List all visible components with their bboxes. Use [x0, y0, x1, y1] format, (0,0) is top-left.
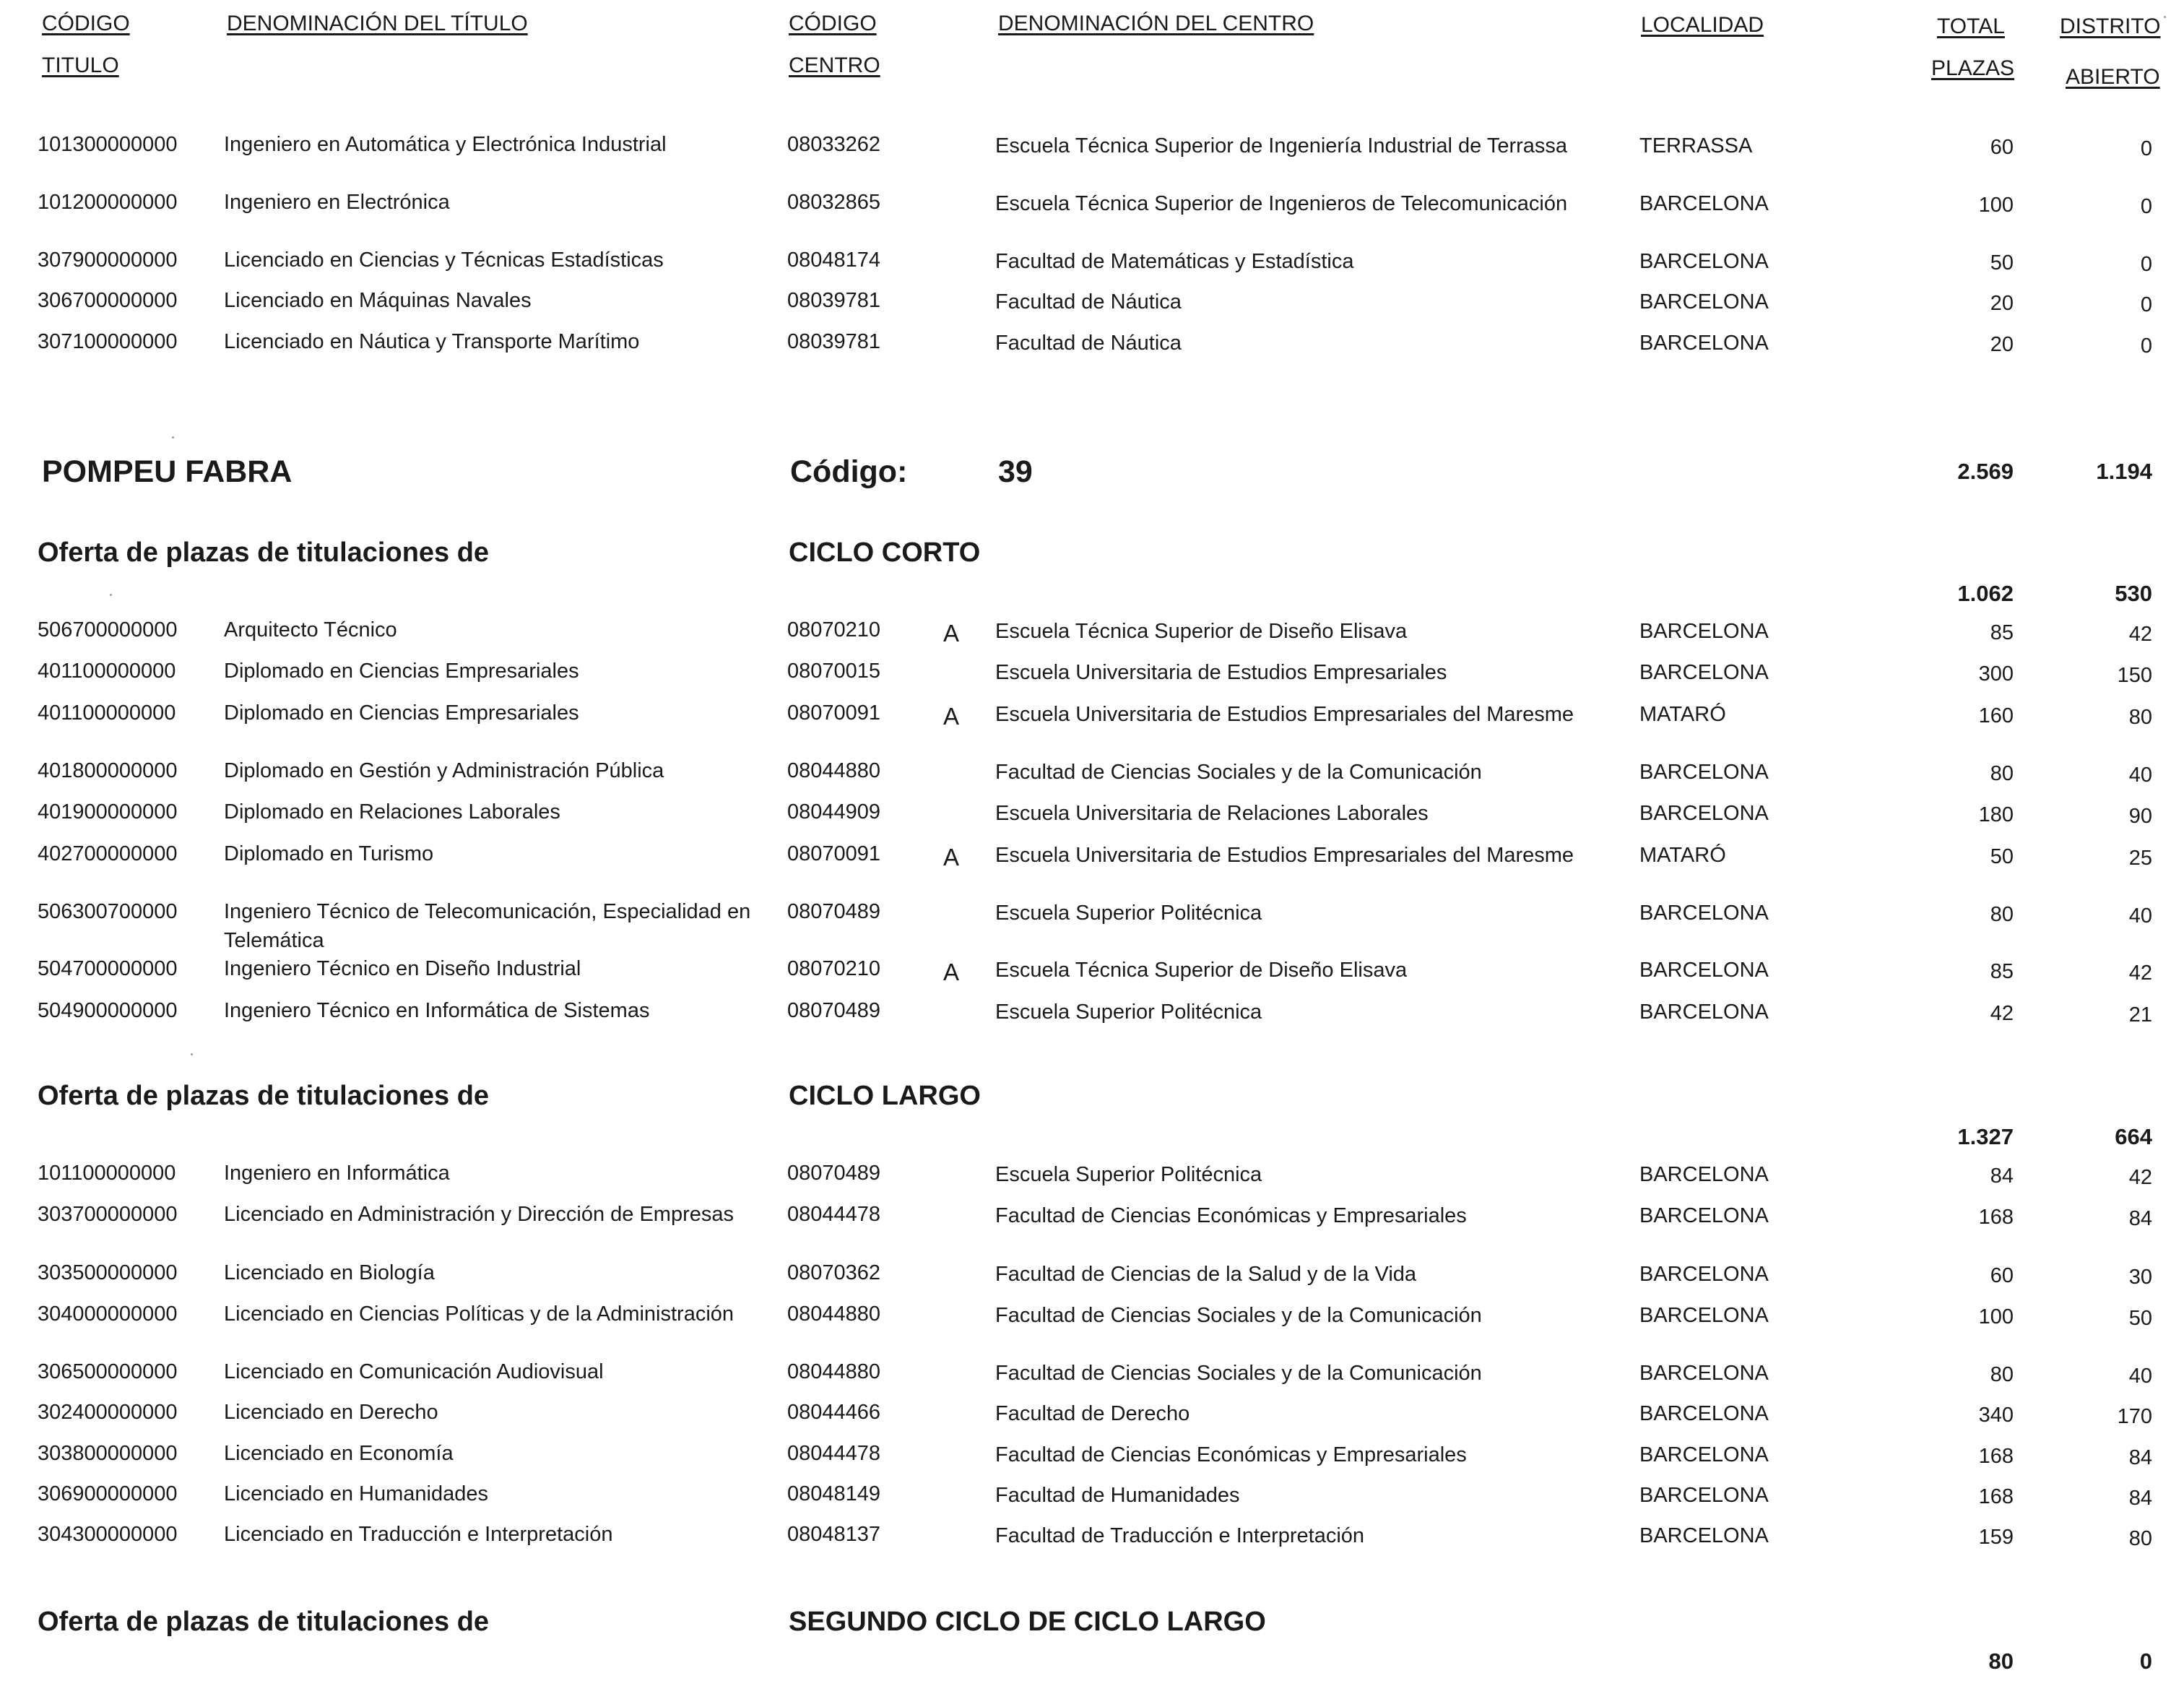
section-total-plazas: 80: [1988, 1648, 2014, 1674]
row-localidad: BARCELONA: [1639, 1263, 1769, 1286]
header-denominacion-centro: DENOMINACIÓN DEL CENTRO: [998, 12, 1314, 35]
row-localidad: MATARÓ: [1639, 703, 1726, 726]
header-codigo-titulo-2: TITULO: [42, 53, 119, 77]
row-localidad: MATARÓ: [1639, 844, 1726, 867]
row-codigo-centro: 08048137: [787, 1523, 881, 1546]
section-total-plazas: 1.062: [1957, 581, 2014, 606]
row-codigo-centro: 08039781: [787, 330, 881, 353]
university-code-label: Código:: [790, 454, 908, 489]
row-denominacion-centro: Facultad de Ciencias Sociales y de la Comunicación: [995, 761, 1482, 784]
row-localidad: BARCELONA: [1639, 1402, 1769, 1425]
row-codigo-centro: 08070091: [787, 701, 881, 725]
row-distrito-abierto: 0: [2140, 253, 2152, 276]
row-total-plazas: 85: [1990, 621, 2014, 644]
row-denominacion-titulo: Licenciado en Ciencias y Técnicas Estadísticas: [224, 249, 664, 272]
row-codigo-centro: 08044880: [787, 1360, 881, 1383]
row-denominacion-centro: Escuela Superior Politécnica: [995, 1163, 1262, 1186]
university-code: 39: [998, 454, 1033, 489]
row-codigo-titulo: 302400000000: [38, 1401, 178, 1424]
row-total-plazas: 160: [1978, 704, 2014, 727]
row-distrito-abierto: 84: [2128, 1487, 2152, 1510]
row-denominacion-titulo: Licenciado en Administración y Dirección de Empresas: [224, 1203, 734, 1226]
scan-speck: [2164, 16, 2166, 18]
row-denominacion-centro: Facultad de Ciencias Sociales y de la Comunicación: [995, 1362, 1482, 1385]
row-denominacion-centro: Facultad de Ciencias de la Salud y de la Vida: [995, 1263, 1417, 1286]
row-codigo-titulo: 307100000000: [38, 330, 178, 353]
row-denominacion-titulo: Diplomado en Turismo: [224, 842, 434, 865]
row-denominacion-titulo: Licenciado en Náutica y Transporte Marítimo: [224, 330, 640, 353]
header-total-plazas: TOTAL: [1937, 14, 2005, 38]
row-denominacion-titulo: Licenciado en Economía: [224, 1442, 454, 1465]
row-distrito-abierto: 150: [2117, 664, 2152, 687]
row-flag: A: [943, 959, 960, 985]
row-denominacion-centro: Escuela Técnica Superior de Ingenieros de Telecomunicación: [995, 192, 1568, 215]
row-distrito-abierto: 84: [2128, 1207, 2152, 1230]
row-codigo-titulo: 303800000000: [38, 1442, 178, 1465]
header-total-plazas-2: PLAZAS: [1931, 56, 2015, 80]
row-denominacion-titulo: Ingeniero en Electrónica: [224, 191, 450, 214]
row-codigo-titulo: 401100000000: [38, 701, 176, 725]
row-flag: A: [943, 620, 960, 647]
row-total-plazas: 100: [1978, 1305, 2014, 1328]
row-codigo-centro: 08070210: [787, 618, 881, 641]
university-distrito-abierto: 1.194: [2096, 459, 2152, 484]
row-distrito-abierto: 0: [2140, 293, 2152, 316]
row-denominacion-centro: Facultad de Matemáticas y Estadística: [995, 250, 1354, 273]
row-denominacion-centro: Facultad de Ciencias Sociales y de la Comunicación: [995, 1304, 1482, 1327]
row-localidad: BARCELONA: [1639, 192, 1769, 215]
row-localidad: BARCELONA: [1639, 661, 1769, 684]
row-denominacion-titulo: Licenciado en Ciencias Políticas y de la Administración: [224, 1302, 734, 1326]
row-codigo-titulo: 506700000000: [38, 618, 178, 641]
row-distrito-abierto: 0: [2140, 137, 2152, 160]
row-codigo-centro: 08070489: [787, 999, 881, 1022]
row-distrito-abierto: 30: [2128, 1266, 2152, 1289]
row-codigo-centro: 08070210: [787, 957, 881, 980]
row-total-plazas: 80: [1990, 762, 2014, 785]
row-codigo-centro: 08070091: [787, 842, 881, 865]
row-denominacion-centro: Escuela Técnica Superior de Ingeniería Industrial de Terrassa: [995, 134, 1568, 157]
university-name: POMPEU FABRA: [42, 454, 292, 489]
row-codigo-titulo: 506300700000: [38, 900, 178, 923]
row-total-plazas: 168: [1978, 1445, 2014, 1468]
row-codigo-titulo: 304300000000: [38, 1523, 178, 1546]
row-distrito-abierto: 0: [2140, 334, 2152, 358]
row-denominacion-centro: Facultad de Derecho: [995, 1402, 1190, 1425]
row-localidad: BARCELONA: [1639, 1204, 1769, 1227]
row-total-plazas: 20: [1990, 333, 2014, 356]
row-codigo-centro: 08044466: [787, 1401, 881, 1424]
row-localidad: BARCELONA: [1639, 620, 1769, 643]
row-total-plazas: 300: [1978, 662, 2014, 686]
row-total-plazas: 100: [1978, 194, 2014, 217]
row-denominacion-centro: Escuela Técnica Superior de Diseño Elisava: [995, 620, 1408, 643]
section-distrito-abierto: 530: [2115, 581, 2152, 606]
row-total-plazas: 159: [1978, 1526, 2014, 1549]
row-codigo-titulo: 101200000000: [38, 191, 178, 214]
row-distrito-abierto: 25: [2128, 847, 2152, 870]
row-codigo-centro: 08032865: [787, 191, 881, 214]
row-distrito-abierto: 40: [2128, 1365, 2152, 1388]
row-codigo-centro: 08070015: [787, 660, 881, 683]
section-total-plazas: 1.327: [1957, 1124, 2014, 1149]
row-total-plazas: 85: [1990, 960, 2014, 983]
row-total-plazas: 80: [1990, 903, 2014, 926]
row-distrito-abierto: 42: [2128, 623, 2152, 646]
row-distrito-abierto: 42: [2128, 961, 2152, 985]
scan-speck: [191, 1053, 193, 1055]
row-codigo-titulo: 306500000000: [38, 1360, 178, 1383]
row-localidad: BARCELONA: [1639, 1001, 1769, 1024]
row-denominacion-titulo: Licenciado en Traducción e Interpretación: [224, 1523, 613, 1546]
row-denominacion-centro: Facultad de Náutica: [995, 290, 1182, 314]
row-distrito-abierto: 42: [2128, 1166, 2152, 1189]
row-localidad: BARCELONA: [1639, 1484, 1769, 1507]
row-localidad: BARCELONA: [1639, 802, 1769, 825]
row-total-plazas: 168: [1978, 1206, 2014, 1229]
row-distrito-abierto: 40: [2128, 904, 2152, 928]
row-denominacion-titulo: Licenciado en Máquinas Navales: [224, 289, 532, 312]
header-codigo-titulo: CÓDIGO: [42, 12, 130, 35]
row-localidad: BARCELONA: [1639, 290, 1769, 314]
row-total-plazas: 168: [1978, 1485, 2014, 1508]
row-denominacion-titulo: Ingeniero Técnico de Telecomunicación, Especialidad en Telemática: [224, 900, 751, 952]
row-localidad: BARCELONA: [1639, 959, 1769, 982]
row-distrito-abierto: 90: [2128, 805, 2152, 828]
row-codigo-centro: 08070489: [787, 1162, 881, 1185]
header-codigo-centro-2: CENTRO: [789, 53, 880, 77]
row-distrito-abierto: 0: [2140, 195, 2152, 218]
scan-speck: [110, 594, 112, 596]
row-codigo-titulo: 504900000000: [38, 999, 178, 1022]
row-codigo-titulo: 101100000000: [38, 1162, 176, 1185]
header-codigo-centro: CÓDIGO: [789, 12, 877, 35]
row-codigo-centro: 08070489: [787, 900, 881, 923]
header-distrito-abierto: DISTRITO: [2060, 14, 2161, 38]
section-label: Oferta de plazas de titulaciones de: [38, 1607, 490, 1637]
row-codigo-centro: 08070362: [787, 1261, 881, 1284]
row-localidad: BARCELONA: [1639, 332, 1769, 355]
row-localidad: BARCELONA: [1639, 1524, 1769, 1547]
row-codigo-titulo: 401900000000: [38, 800, 178, 824]
row-denominacion-centro: Facultad de Náutica: [995, 332, 1182, 355]
row-distrito-abierto: 80: [2128, 706, 2152, 729]
section-type: CICLO CORTO: [789, 537, 981, 568]
row-denominacion-centro: Escuela Universitaria de Estudios Empresariales del Maresme: [995, 844, 1574, 867]
row-total-plazas: 50: [1990, 251, 2014, 275]
row-total-plazas: 42: [1990, 1002, 2014, 1025]
row-total-plazas: 84: [1990, 1164, 2014, 1188]
row-total-plazas: 60: [1990, 1264, 2014, 1287]
row-distrito-abierto: 21: [2128, 1003, 2152, 1027]
row-localidad: BARCELONA: [1639, 1443, 1769, 1466]
row-total-plazas: 180: [1978, 803, 2014, 826]
row-denominacion-titulo: Ingeniero Técnico en Diseño Industrial: [224, 957, 581, 980]
row-denominacion-titulo: Diplomado en Ciencias Empresariales: [224, 660, 579, 683]
row-codigo-centro: 08044909: [787, 800, 881, 824]
row-denominacion-centro: Escuela Superior Politécnica: [995, 902, 1262, 925]
row-codigo-titulo: 402700000000: [38, 842, 178, 865]
row-total-plazas: 80: [1990, 1363, 2014, 1386]
header-distrito-abierto-2: ABIERTO: [2066, 65, 2160, 89]
row-denominacion-centro: Escuela Universitaria de Relaciones Laborales: [995, 802, 1429, 825]
row-codigo-titulo: 303500000000: [38, 1261, 178, 1284]
row-denominacion-centro: Facultad de Humanidades: [995, 1484, 1240, 1507]
row-flag: A: [943, 703, 960, 730]
header-denominacion-titulo: DENOMINACIÓN DEL TÍTULO: [227, 12, 528, 35]
row-localidad: BARCELONA: [1639, 250, 1769, 273]
row-localidad: TERRASSA: [1639, 134, 1753, 157]
row-denominacion-titulo: Diplomado en Gestión y Administración Pública: [224, 759, 664, 782]
row-codigo-centro: 08044478: [787, 1442, 881, 1465]
row-denominacion-titulo: Ingeniero Técnico en Informática de Sistemas: [224, 999, 650, 1022]
row-codigo-titulo: 303700000000: [38, 1203, 178, 1226]
row-codigo-centro: 08044880: [787, 1302, 881, 1326]
row-distrito-abierto: 84: [2128, 1446, 2152, 1469]
row-denominacion-titulo: Ingeniero en Informática: [224, 1162, 450, 1185]
row-denominacion-titulo: Licenciado en Comunicación Audiovisual: [224, 1360, 604, 1383]
row-codigo-titulo: 306900000000: [38, 1482, 178, 1505]
row-distrito-abierto: 80: [2128, 1527, 2152, 1550]
header-localidad: LOCALIDAD: [1641, 13, 1764, 37]
row-codigo-centro: 08033262: [787, 133, 881, 156]
university-total-plazas: 2.569: [1957, 459, 2014, 484]
section-distrito-abierto: 0: [2139, 1648, 2152, 1674]
row-denominacion-titulo: Ingeniero en Automática y Electrónica Industrial: [224, 133, 667, 156]
row-denominacion-titulo: Diplomado en Ciencias Empresariales: [224, 701, 579, 725]
row-total-plazas: 340: [1978, 1404, 2014, 1427]
row-total-plazas: 20: [1990, 292, 2014, 315]
scan-speck: [172, 436, 174, 438]
row-distrito-abierto: 50: [2128, 1307, 2152, 1330]
row-codigo-titulo: 401100000000: [38, 660, 176, 683]
row-codigo-titulo: 101300000000: [38, 133, 178, 156]
row-denominacion-centro: Escuela Universitaria de Estudios Empresariales del Maresme: [995, 703, 1574, 726]
row-denominacion-titulo: Diplomado en Relaciones Laborales: [224, 800, 560, 824]
row-codigo-centro: 08048174: [787, 249, 881, 272]
row-distrito-abierto: 170: [2117, 1405, 2152, 1428]
row-denominacion-centro: Escuela Superior Politécnica: [995, 1001, 1262, 1024]
row-distrito-abierto: 40: [2128, 764, 2152, 787]
row-denominacion-centro: Facultad de Ciencias Económicas y Empresariales: [995, 1443, 1467, 1466]
row-codigo-titulo: 401800000000: [38, 759, 178, 782]
section-type: CICLO LARGO: [789, 1081, 981, 1111]
row-codigo-titulo: 306700000000: [38, 289, 178, 312]
section-distrito-abierto: 664: [2115, 1124, 2152, 1149]
section-label: Oferta de plazas de titulaciones de: [38, 1081, 490, 1111]
row-denominacion-centro: Escuela Universitaria de Estudios Empresariales: [995, 661, 1447, 684]
row-total-plazas: 60: [1990, 136, 2014, 159]
row-localidad: BARCELONA: [1639, 902, 1769, 925]
section-label: Oferta de plazas de titulaciones de: [38, 537, 490, 568]
row-codigo-titulo: 307900000000: [38, 249, 178, 272]
row-denominacion-centro: Facultad de Ciencias Económicas y Empresariales: [995, 1204, 1467, 1227]
row-localidad: BARCELONA: [1639, 1362, 1769, 1385]
row-codigo-centro: 08048149: [787, 1482, 881, 1505]
row-denominacion-titulo: Licenciado en Humanidades: [224, 1482, 488, 1505]
row-denominacion-titulo: Licenciado en Derecho: [224, 1401, 438, 1424]
section-type: SEGUNDO CICLO DE CICLO LARGO: [789, 1607, 1266, 1637]
row-denominacion-titulo: Licenciado en Biología: [224, 1261, 435, 1284]
row-codigo-centro: 08039781: [787, 289, 881, 312]
row-codigo-centro: 08044478: [787, 1203, 881, 1226]
row-localidad: BARCELONA: [1639, 1304, 1769, 1327]
row-codigo-centro: 08044880: [787, 759, 881, 782]
row-localidad: BARCELONA: [1639, 1163, 1769, 1186]
row-codigo-titulo: 304000000000: [38, 1302, 178, 1326]
row-denominacion-titulo: Arquitecto Técnico: [224, 618, 397, 641]
row-codigo-titulo: 504700000000: [38, 957, 178, 980]
row-total-plazas: 50: [1990, 845, 2014, 868]
row-localidad: BARCELONA: [1639, 761, 1769, 784]
row-flag: A: [943, 844, 960, 870]
row-denominacion-centro: Escuela Técnica Superior de Diseño Elisava: [995, 959, 1408, 982]
row-denominacion-centro: Facultad de Traducción e Interpretación: [995, 1524, 1365, 1547]
